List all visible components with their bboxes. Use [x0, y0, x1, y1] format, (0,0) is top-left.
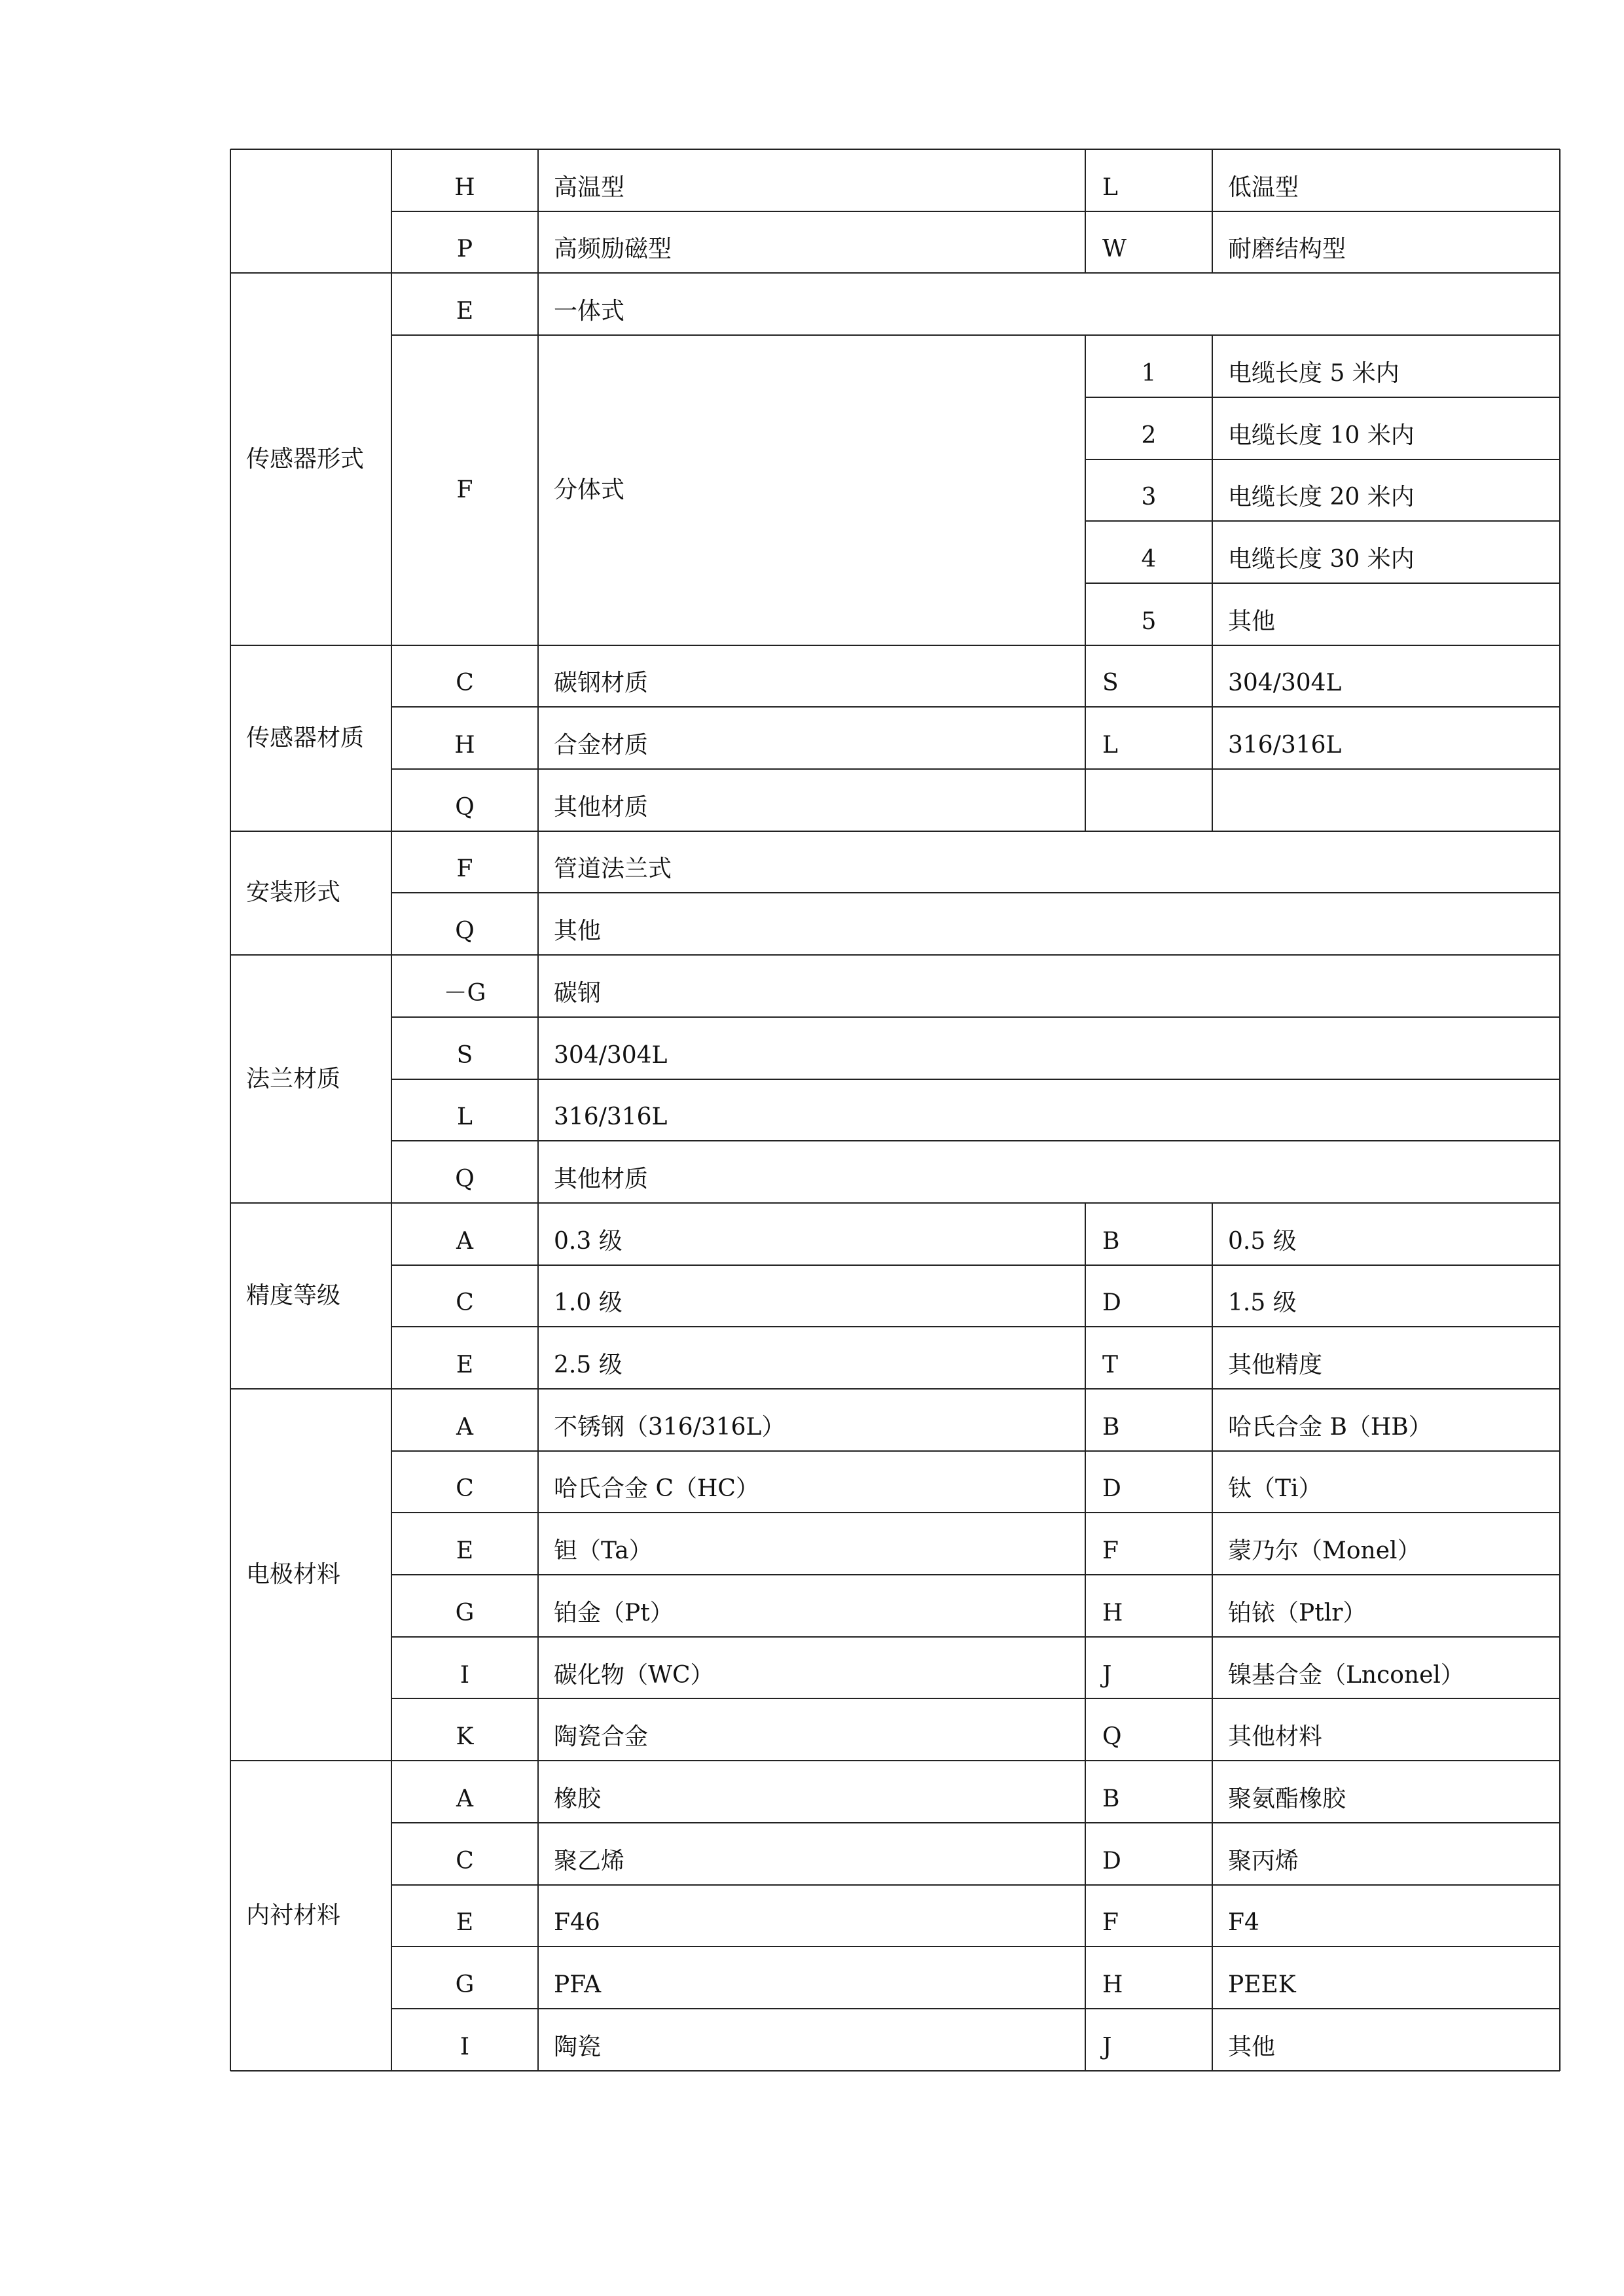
option-description: 其他	[554, 918, 602, 944]
option-description: 不锈钢（316/316L）	[554, 1414, 785, 1441]
option-description: 聚乙烯	[554, 1848, 625, 1874]
option-description-2: 聚丙烯	[1228, 1848, 1299, 1874]
option-description-2: 哈氏合金 B（HB）	[1228, 1414, 1432, 1441]
row-divider	[1085, 397, 1560, 398]
table-bottom-border	[230, 2070, 1560, 2072]
column-divider	[1085, 1637, 1086, 1699]
option-code: A	[456, 1785, 473, 1812]
cable-length-description: 电缆长度 10 米内	[1228, 422, 1415, 449]
option-code-2: F	[1102, 1909, 1119, 1936]
option-description-2: 其他	[1228, 2034, 1276, 2060]
option-code-2: B	[1102, 1414, 1120, 1441]
column-divider	[1085, 769, 1086, 831]
option-description: 304/304L	[554, 1042, 668, 1069]
option-description: 碳化物（WC）	[554, 1662, 714, 1689]
cable-length-code: 3	[1141, 484, 1157, 511]
row-divider	[391, 1140, 1560, 1141]
column-divider	[1085, 149, 1086, 211]
option-description-2: 316/316L	[1228, 732, 1342, 759]
row-divider	[391, 1326, 1560, 1327]
option-code-2: J	[1102, 1662, 1112, 1689]
cable-length-code: 4	[1141, 546, 1157, 573]
cable-length-code: 5	[1141, 608, 1157, 635]
group-label: 传感器材质	[246, 725, 365, 751]
option-description: 一体式	[554, 298, 625, 325]
option-description: 高频励磁型	[554, 236, 672, 262]
option-description: 铂金（Pt）	[554, 1600, 674, 1626]
option-code-2: L	[1102, 174, 1118, 201]
column-divider	[1212, 2009, 1213, 2071]
option-description: 分体式	[554, 476, 625, 503]
column-divider	[1085, 1451, 1086, 1513]
row-divider	[391, 1884, 1560, 1886]
option-description: 合金材质	[554, 732, 649, 759]
cable-length-description: 其他	[1228, 608, 1276, 635]
option-code: L	[457, 1103, 473, 1130]
option-code: K	[456, 1723, 474, 1750]
cable-length-code: 2	[1141, 422, 1157, 449]
row-divider	[391, 1822, 1560, 1823]
option-code-2: B	[1102, 1785, 1120, 1812]
row-divider	[1085, 583, 1560, 584]
group-divider	[230, 272, 1560, 274]
column-divider	[1085, 1761, 1086, 1823]
column-divider	[1212, 1265, 1213, 1327]
column-divider	[1212, 1451, 1213, 1513]
option-code-2: T	[1102, 1352, 1119, 1378]
option-code-2: H	[1102, 1600, 1123, 1626]
cable-length-description: 电缆长度 30 米内	[1228, 546, 1415, 573]
option-code: C	[456, 1475, 474, 1502]
column-divider	[1212, 1327, 1213, 1389]
column-divider	[1085, 1575, 1086, 1637]
option-code: A	[456, 1228, 473, 1255]
row-divider	[391, 1512, 1560, 1513]
option-description: 碳钢材质	[554, 670, 649, 696]
option-description-2: 蒙乃尔（Monel）	[1228, 1537, 1421, 1564]
column-divider	[1085, 1203, 1086, 1265]
group-label: 电极材料	[246, 1561, 341, 1588]
option-description-2: 0.5 级	[1228, 1228, 1297, 1255]
column-divider	[1085, 1946, 1086, 2009]
option-code: A	[456, 1414, 473, 1441]
column-divider	[1212, 769, 1213, 831]
column-divider	[1212, 1637, 1213, 1699]
option-code: S	[456, 1042, 473, 1069]
column-divider	[1212, 1203, 1213, 1265]
option-code-2: D	[1102, 1848, 1121, 1874]
column-divider	[1212, 1575, 1213, 1637]
column-divider	[1085, 1698, 1086, 1761]
option-code: F	[456, 855, 473, 882]
option-code: －G	[443, 980, 486, 1007]
option-description-2: 其他精度	[1228, 1352, 1323, 1378]
option-description: 陶瓷合金	[554, 1723, 649, 1750]
option-code-2: S	[1102, 670, 1119, 696]
column-divider	[1212, 149, 1213, 211]
option-code: E	[456, 1537, 474, 1564]
row-divider	[391, 706, 1560, 708]
option-description: 其他材质	[554, 794, 649, 821]
option-code-2: Q	[1102, 1723, 1122, 1750]
option-description-2: 镍基合金（Lnconel）	[1228, 1662, 1464, 1689]
option-code: E	[456, 1352, 474, 1378]
group-divider	[230, 831, 1560, 832]
column-divider	[1085, 1513, 1086, 1575]
row-divider	[391, 892, 1560, 893]
option-description: 高温型	[554, 174, 625, 201]
cable-length-description: 电缆长度 5 米内	[1228, 360, 1399, 387]
option-description: 2.5 级	[554, 1352, 623, 1378]
row-divider	[391, 1636, 1560, 1638]
option-description: PFA	[554, 1971, 602, 1998]
option-code-2: L	[1102, 732, 1118, 759]
option-description: 陶瓷	[554, 2034, 602, 2060]
row-divider	[391, 1574, 1560, 1575]
row-divider	[391, 211, 1560, 212]
column-divider	[1212, 1513, 1213, 1575]
option-description-2: 钛（Ti）	[1228, 1475, 1322, 1502]
column-divider	[1212, 707, 1213, 769]
option-code-2: W	[1102, 236, 1127, 262]
row-divider	[1085, 459, 1560, 460]
option-description-2: PEEK	[1228, 1971, 1296, 1998]
row-divider	[391, 768, 1560, 770]
option-code: H	[454, 732, 475, 759]
option-code-2: J	[1102, 2034, 1112, 2060]
table-right-border	[1559, 149, 1561, 2071]
option-description: 1.0 级	[554, 1289, 623, 1316]
option-description-2: 铂铱（Ptlr）	[1228, 1600, 1367, 1626]
option-code: C	[456, 1289, 474, 1316]
cable-length-description: 电缆长度 20 米内	[1228, 484, 1415, 511]
option-code: F	[456, 476, 473, 503]
option-code: E	[456, 298, 474, 325]
column-divider	[1085, 645, 1086, 708]
option-code: Q	[455, 918, 475, 944]
group-divider	[230, 1202, 1560, 1204]
option-code: I	[460, 2034, 470, 2060]
option-description: 钽（Ta）	[554, 1537, 653, 1564]
row-divider	[1085, 520, 1560, 522]
table-top-border	[230, 149, 1560, 150]
option-description-2: 其他材料	[1228, 1723, 1323, 1750]
column-divider	[1085, 211, 1086, 274]
option-code: G	[455, 1971, 475, 1998]
option-code: E	[456, 1909, 474, 1936]
option-description: 其他材质	[554, 1166, 649, 1193]
option-code: H	[454, 174, 475, 201]
option-description: F46	[554, 1909, 600, 1936]
option-description: 碳钢	[554, 980, 602, 1007]
option-description-2: F4	[1228, 1909, 1259, 1936]
option-code: Q	[455, 794, 475, 821]
option-description-2: 304/304L	[1228, 670, 1342, 696]
column-divider	[1085, 707, 1086, 769]
group-divider	[230, 1388, 1560, 1390]
option-description: 橡胶	[554, 1785, 602, 1812]
option-code-2: D	[1102, 1475, 1121, 1502]
group-label: 内衬材料	[246, 1902, 341, 1929]
option-code-2: D	[1102, 1289, 1121, 1316]
group-label: 安装形式	[246, 879, 341, 906]
option-code: I	[460, 1662, 470, 1689]
option-description-2: 1.5 级	[1228, 1289, 1297, 1316]
group-label: 法兰材质	[246, 1066, 341, 1092]
option-description: 哈氏合金 C（HC）	[554, 1475, 759, 1502]
column-divider	[1085, 1327, 1086, 1389]
option-code-2: H	[1102, 1971, 1123, 1998]
row-divider	[391, 1079, 1560, 1080]
option-description-2: 耐磨结构型	[1228, 236, 1346, 262]
column-divider	[1212, 1698, 1213, 1761]
group-label: 精度等级	[246, 1282, 341, 1309]
row-divider	[391, 1265, 1560, 1266]
table-left-border	[230, 149, 231, 2071]
cable-length-code: 1	[1141, 360, 1157, 387]
column-divider	[1085, 1265, 1086, 1327]
option-description-2: 聚氨酯橡胶	[1228, 1785, 1346, 1812]
option-code: C	[456, 670, 474, 696]
option-code: C	[456, 1848, 474, 1874]
column-divider	[1085, 1823, 1086, 1885]
column-divider	[1085, 1885, 1086, 1947]
option-code-2: F	[1102, 1537, 1119, 1564]
column-divider	[1085, 1389, 1086, 1451]
option-description: 316/316L	[554, 1103, 668, 1130]
row-divider	[391, 334, 1560, 336]
option-code: P	[456, 236, 473, 262]
column-divider	[1085, 2009, 1086, 2071]
option-description: 0.3 级	[554, 1228, 623, 1255]
column-divider	[1212, 1946, 1213, 2009]
group-divider	[230, 645, 1560, 646]
group-divider	[230, 954, 1560, 956]
column-divider	[1212, 645, 1213, 708]
row-divider	[391, 1450, 1560, 1452]
option-description-2: 低温型	[1228, 174, 1299, 201]
row-divider	[391, 1698, 1560, 1699]
option-code: G	[455, 1600, 475, 1626]
column-divider	[1212, 1761, 1213, 1823]
column-divider	[1212, 1389, 1213, 1451]
group-label: 传感器形式	[246, 446, 365, 473]
row-divider	[391, 2008, 1560, 2009]
row-divider	[391, 1016, 1560, 1018]
option-description: 管道法兰式	[554, 855, 672, 882]
column-divider	[1212, 1885, 1213, 1947]
group-divider	[230, 1760, 1560, 1761]
option-code: Q	[455, 1166, 475, 1193]
option-code-2: B	[1102, 1228, 1120, 1255]
column-divider	[1212, 1823, 1213, 1885]
row-divider	[391, 1946, 1560, 1947]
column-divider	[1212, 211, 1213, 274]
